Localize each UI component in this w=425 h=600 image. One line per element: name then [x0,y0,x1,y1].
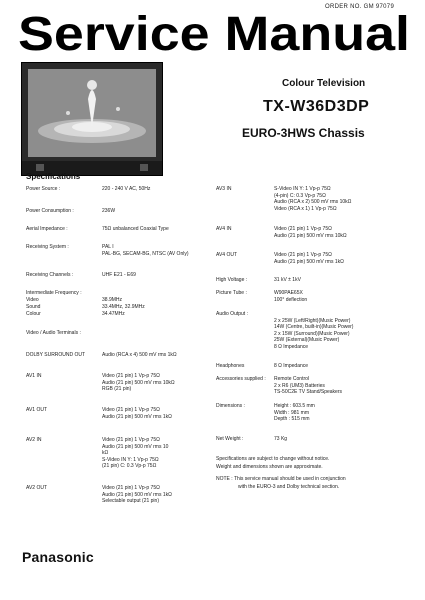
spec-value: Audio (21 pin) 500 mV rms 10kΩ [274,232,347,239]
spec-value: S-Video IN Y: 1 Vp-p 75Ω [274,186,331,192]
spec-value: Selectable output (21 pin) [102,498,159,505]
spec-label: Headphones [216,363,245,369]
manual-title-text: Service Manual [18,12,410,56]
panasonic-logo: Panasonic [22,549,94,565]
spec-label: Power Source : [26,186,61,192]
spec-value: 73 Kg [274,436,288,442]
spec-value: Audio (RCA x 2) 500 mV rms 10kΩ [274,199,352,206]
spec-value: 236W [102,208,116,214]
spec-value: TS-50C2E TV Stand/Speakers [274,389,342,396]
spec-label: Colour [26,311,41,317]
spec-value: Remote Control [274,376,310,382]
spec-value: S-Video IN Y: 1 Vp-p 75Ω [102,456,159,463]
spec-label: AV1 OUT [26,407,48,413]
spec-value: 2 x 25W (Left/Right)(Music Power) [274,317,351,324]
spec-value: Video (21 pin) 1 Vp-p 75Ω [102,407,160,413]
spec-value: Height : 603.5 mm [274,403,315,409]
spec-value: kΩ [102,450,109,457]
spec-value: Audio (21 pin) 500 mV rms 1kΩ [274,258,344,265]
spec-value: Video (21 pin) 1 Vp-p 75Ω [274,252,332,258]
spec-value: Audio (RCA x 4) 500 mV rms 1kΩ [102,352,177,358]
spec-value: 14W (Centre, built-in)(Music Power) [274,324,354,331]
spec-label: AV2 IN [26,437,42,443]
spec-label: Receiving System : [26,244,69,250]
spec-label: AV2 OUT [26,485,48,491]
spec-value: Video (21 pin) 1 Vp-p 75Ω [102,373,160,379]
spec-value: 220 - 240 V AC, 50Hz [102,186,151,192]
tv-control-knob [36,164,44,171]
spec-label: Picture Tube : [216,290,247,296]
spec-label: AV3 IN [216,186,232,192]
spec-value: Audio (21 pin) 500 mV rms 1kΩ [102,413,172,420]
spec-value: 25W (External)(Music Power) [274,337,340,344]
spec-value: W90PAE65X [274,290,303,296]
spec-value: PAL-BG, SECAM-BG, NTSC (AV Only) [102,250,189,257]
spec-value: 38.9MHz [102,297,123,303]
spec-value: 8 Ω Impedance [274,363,309,369]
spec-value: Video (RCA x 1) 1 Vp-p 75Ω [274,205,337,212]
spec-value: 31 kV ± 1kV [274,277,301,283]
order-number: ORDER NO. GM 97079 [325,4,395,10]
note-line: NOTE : This service manual should be used in conjunction [216,476,346,482]
manual-title [18,12,410,56]
spec-value: Video (21 pin) 1 Vp-p 75Ω [102,485,160,491]
model-number: TX-W36D3DP [263,98,370,115]
spec-value: 8 Ω Impedance [274,344,309,350]
spec-label: Video / Audio Terminals : [26,330,81,336]
spec-label: High Voltage : [216,277,248,283]
spec-value: Audio (21 pin) 500 mV rms 10kΩ [102,379,175,386]
spec-value: Video (21 pin) 1 Vp-p 75Ω [102,437,160,443]
spec-value: 33.4MHz, 32.9MHz [102,304,145,310]
spec-label: Power Consumption : [26,208,74,214]
spec-label: Intermediate Frequency : [26,290,82,296]
chassis-name: EURO-3HWS Chassis [242,126,365,140]
note-line: Specifications are subject to change without notice. [216,456,330,462]
spec-value: UHF E21 - E69 [102,272,136,278]
spec-value: Video (21 pin) 1 Vp-p 75Ω [274,226,332,232]
product-type: Colour Television [282,78,366,89]
tv-control-knob [140,164,148,171]
note-line: with the EURO-3 and Dolby technical section. [238,484,340,490]
spec-value: 34.47MHz [102,311,125,317]
spec-value: RGB (21 pin) [102,386,132,393]
spec-label: DOLBY SURROUND OUT [26,352,86,358]
spec-label: Sound [26,304,41,310]
spec-label: AV4 OUT [216,252,238,258]
note-line: Weight and dimensions shown are approximate. [216,464,323,470]
spec-label: Aerial Impedance : [26,226,68,232]
spec-label: Net Weight : [216,436,244,442]
spec-value: Depth : 515 mm [274,416,310,423]
tv-product-photo [21,62,163,176]
spec-value: 100° deflection [274,296,308,303]
spec-value: (21 pin) C: 0.3 Vp-p 75Ω [102,463,157,470]
spec-value: 75Ω unbalanced Coaxial Type [102,226,169,232]
spec-value: 2 x R6 (UM3) Batteries [274,382,325,389]
spec-label: AV1 IN [26,373,42,379]
spec-label: Accessories supplied : [216,376,266,382]
spec-value: (4-pin) C: 0.3 Vp-p 75Ω [274,192,326,199]
spec-label: AV4 IN [216,226,232,232]
water-splash-image [28,69,156,157]
specifications-heading: Specifications [26,172,81,181]
spec-value: PAL I [102,244,114,250]
spec-label: Audio Output : [216,311,248,317]
spec-value: Audio (21 pin) 500 mV rms 10 [102,443,169,450]
spec-value: Width : 981 mm [274,409,310,416]
spec-label: Dimensions : [216,403,245,409]
spec-label: Receiving Channels : [26,272,74,278]
spec-value: Audio (21 pin) 500 mV rms 1kΩ [102,491,172,498]
spec-label: Video [26,297,39,303]
spec-value: 2 x 15W (Surround)(Music Power) [274,330,350,337]
